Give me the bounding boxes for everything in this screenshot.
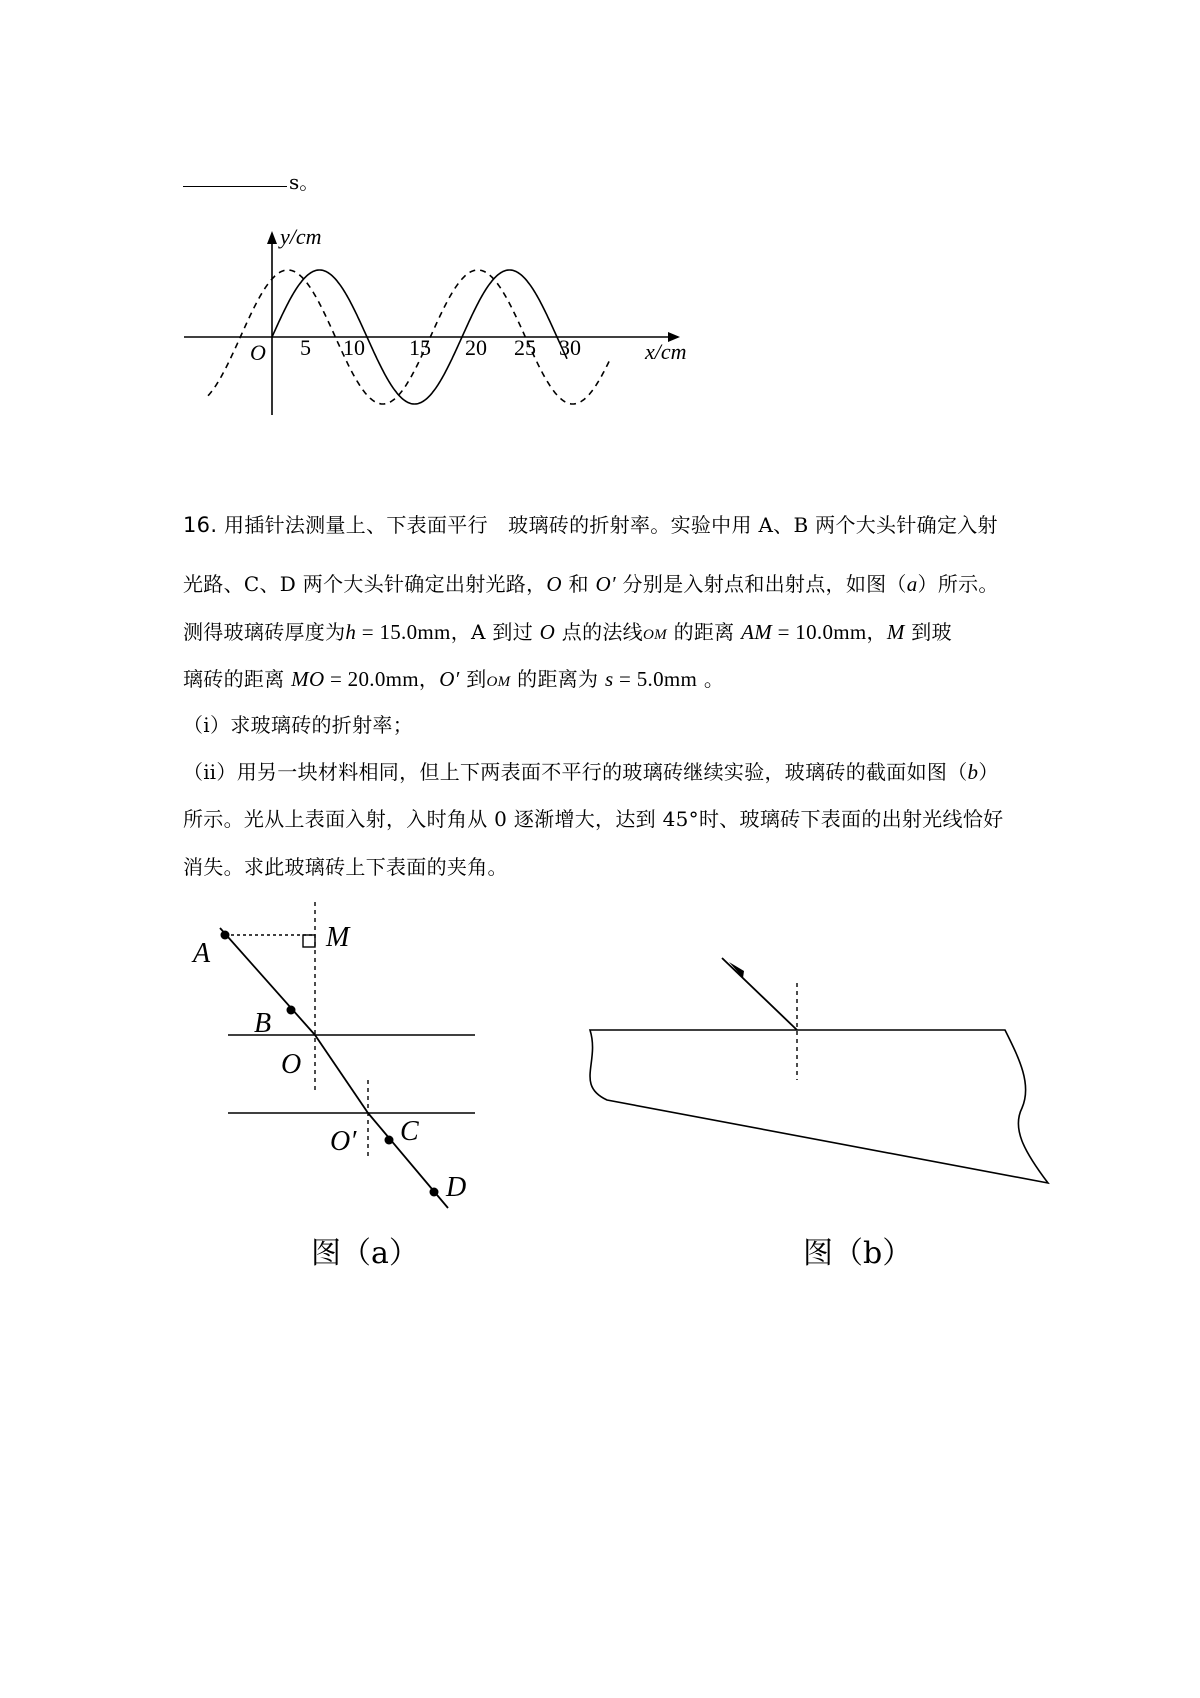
incident-ray-b [722,958,797,1030]
figure-a-caption: 图（a） [311,1236,419,1271]
glass-block-outline [590,1030,1048,1183]
answer-blank [183,186,287,187]
q16-part1: （ⅰ）求玻璃砖的折射率； [183,713,413,737]
x-tick-15: 15 [409,335,431,360]
x-tick-5: 5 [300,335,311,360]
figure-b-caption: 图（b） [803,1236,913,1271]
x-axis-label: x/cm [645,339,687,364]
x-tick-25: 25 [514,335,536,360]
label-D: D [446,1172,467,1203]
question-number: 16. [183,513,218,537]
q16-line1: 16. 用插针法测量上、下表面平行 玻璃砖的折射率。实验中用 A、B 两个大头针确定入射 [183,513,998,537]
figure-a [180,895,500,1215]
figure-b [580,945,1060,1195]
q16-part2-line2: 所示。光从上表面入射，入时角从 0 逐渐增大，达到 45°时、玻璃砖下表面的出射光线恰好 [183,807,1004,831]
right-angle-mark [303,935,315,947]
x-tick-20: 20 [465,335,487,360]
label-A: A [193,938,211,969]
q16-line3: 测得玻璃砖厚度为h = 15.0mm，A 到过 O 点的法线OM 的距离 AM = 10.0mm，M 到玻 [183,620,952,644]
label-O: O [281,1049,302,1080]
pin-C [385,1136,394,1145]
y-axis-arrow [267,231,277,244]
refracted-ray [315,1035,368,1113]
pin-D [430,1188,439,1197]
incident-ray-arrow [729,962,744,978]
q16-line4: 璃砖的距离 MO = 20.0mm，O′ 到OM 的距离为 s = 5.0mm 。 [183,667,725,691]
y-axis-label: y/cm [280,224,322,249]
pin-A [221,931,230,940]
label-Oprime: O′ [330,1126,357,1157]
origin-label: O [250,340,266,365]
x-tick-30: 30 [559,335,581,360]
label-M: M [326,922,350,953]
label-B: B [254,1008,272,1039]
pin-B [287,1006,296,1015]
label-C: C [400,1116,419,1147]
wave-graph [175,220,705,420]
answer-unit: s。 [289,170,320,194]
q16-part2-line1: （ⅱ）用另一块材料相同，但上下两表面不平行的玻璃砖继续实验，玻璃砖的截面如图（b） [183,760,999,784]
x-tick-10: 10 [343,335,365,360]
q16-line2: 光路、C、D 两个大头针确定出射光路，O 和 O′ 分别是入射点和出射点，如图（a）所示。 [183,572,999,596]
q16-part2-line3: 消失。求此玻璃砖上下表面的夹角。 [183,855,508,879]
